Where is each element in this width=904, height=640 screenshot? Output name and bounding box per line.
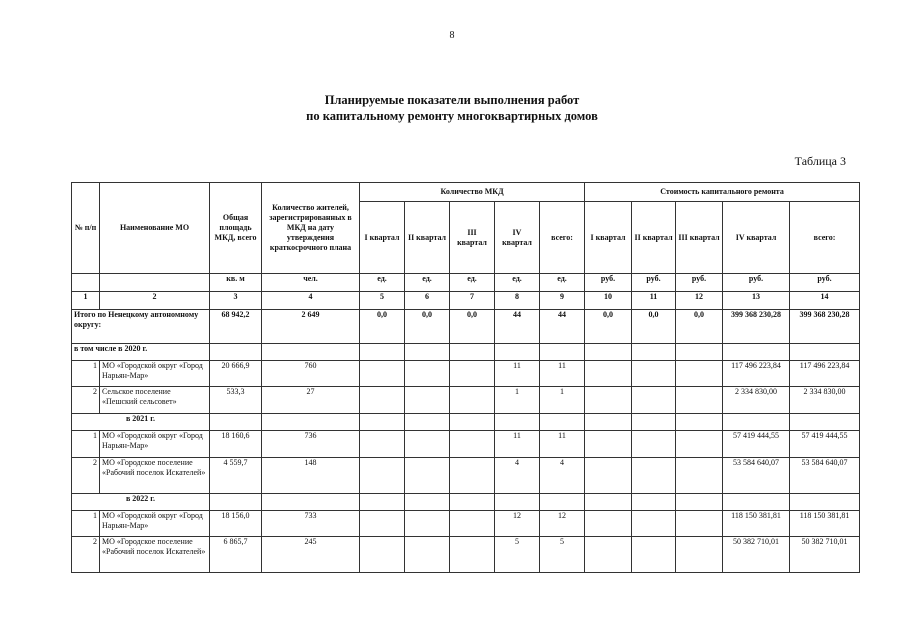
year-row <box>72 494 860 511</box>
cost-q4-cell: 50 382 710,01 <box>723 537 790 573</box>
col-number: 8 <box>495 292 540 310</box>
mkd-total-cell: 11 <box>540 431 585 458</box>
header-cost-q1: I квартал <box>585 202 632 274</box>
header-mkd-q2: II квартал <box>405 202 450 274</box>
residents-cell: 736 <box>262 431 360 458</box>
mkd-q4-cell: 12 <box>495 511 540 537</box>
area-cell: 20 666,9 <box>210 361 262 387</box>
mkd-total-cell: 1 <box>540 387 585 414</box>
row-number: 2 <box>72 458 100 494</box>
cost-total-cell: 2 334 830,00 <box>790 387 860 414</box>
row-number: 1 <box>72 431 100 458</box>
total-count: 44 <box>540 310 585 344</box>
empty-cell <box>450 494 495 511</box>
table-row <box>72 511 860 537</box>
cost-total-cell: 118 150 381,81 <box>790 511 860 537</box>
col-number: 6 <box>405 292 450 310</box>
mkd-q4-cell: 1 <box>495 387 540 414</box>
area-cell: 6 865,7 <box>210 537 262 573</box>
mkd-total-cell: 4 <box>540 458 585 494</box>
area-cell: 18 160,6 <box>210 431 262 458</box>
table-row <box>72 361 860 387</box>
cost-q1-cell <box>585 458 632 494</box>
mkd-q2-cell <box>405 458 450 494</box>
empty-cell <box>676 344 723 361</box>
total-q3: 0,0 <box>450 310 495 344</box>
work-plan-table <box>71 182 860 573</box>
empty-cell <box>676 414 723 431</box>
residents-cell: 245 <box>262 537 360 573</box>
empty-cell <box>723 494 790 511</box>
header-name: Наименование МО <box>100 183 210 274</box>
empty-cell <box>585 344 632 361</box>
unit-cell <box>100 274 210 292</box>
column-numbers-row <box>72 292 860 310</box>
col-number: 5 <box>360 292 405 310</box>
year-row <box>72 344 860 361</box>
table-row <box>72 458 860 494</box>
cost-q4-cell: 53 584 640,07 <box>723 458 790 494</box>
cost-q2-cell <box>632 431 676 458</box>
empty-cell <box>540 414 585 431</box>
unit-cell <box>72 274 100 292</box>
col-number: 11 <box>632 292 676 310</box>
cost-q3-cell <box>676 458 723 494</box>
total-q1: 0,0 <box>360 310 405 344</box>
empty-cell <box>360 344 405 361</box>
residents-cell: 27 <box>262 387 360 414</box>
row-number: 1 <box>72 361 100 387</box>
cost-q3-cell <box>676 537 723 573</box>
cost-q1-cell <box>585 537 632 573</box>
cost-q1-cell <box>585 511 632 537</box>
col-number: 10 <box>585 292 632 310</box>
header-cost-total: всего: <box>790 202 860 274</box>
empty-cell <box>790 414 860 431</box>
cost-q2-cell <box>632 537 676 573</box>
empty-cell <box>585 414 632 431</box>
year-row <box>72 414 860 431</box>
mkd-q4-cell: 11 <box>495 431 540 458</box>
unit-cell: руб. <box>790 274 860 292</box>
mkd-q1-cell <box>360 387 405 414</box>
empty-cell <box>495 494 540 511</box>
col-number: 3 <box>210 292 262 310</box>
mkd-q4-cell: 4 <box>495 458 540 494</box>
total-label: Итого по Ненецкому автономному округу: <box>72 310 210 344</box>
mkd-q3-cell <box>450 511 495 537</box>
empty-cell <box>360 414 405 431</box>
header-num: № п/п <box>72 183 100 274</box>
header-cost-q2: II квартал <box>632 202 676 274</box>
unit-cell: чел. <box>262 274 360 292</box>
empty-cell <box>790 494 860 511</box>
cost-total-cell: 57 419 444,55 <box>790 431 860 458</box>
mkd-q3-cell <box>450 537 495 573</box>
mkd-q2-cell <box>405 387 450 414</box>
empty-cell <box>540 494 585 511</box>
empty-cell <box>450 414 495 431</box>
mkd-q3-cell <box>450 387 495 414</box>
empty-cell <box>632 494 676 511</box>
cost-q3-cell <box>676 511 723 537</box>
municipality-name: МО «Городской округ «Город Нарьян-Мар» <box>100 361 210 387</box>
col-number: 14 <box>790 292 860 310</box>
mkd-q3-cell <box>450 431 495 458</box>
cost-q4-cell: 2 334 830,00 <box>723 387 790 414</box>
header-mkd-q3: III квартал <box>450 202 495 274</box>
empty-cell <box>790 344 860 361</box>
table-row <box>72 387 860 414</box>
empty-cell <box>540 344 585 361</box>
empty-cell <box>723 414 790 431</box>
title-line-2: по капитальному ремонту многоквартирных домов <box>306 109 598 123</box>
unit-cell: руб. <box>585 274 632 292</box>
cost-q4-cell: 118 150 381,81 <box>723 511 790 537</box>
municipality-name: МО «Городской округ «Город Нарьян-Мар» <box>100 431 210 458</box>
unit-cell: ед. <box>495 274 540 292</box>
col-number: 9 <box>540 292 585 310</box>
cost-q1-cell <box>585 431 632 458</box>
cost-total-cell: 53 584 640,07 <box>790 458 860 494</box>
unit-cell: руб. <box>723 274 790 292</box>
total-q4: 44 <box>495 310 540 344</box>
municipality-name: МО «Городское поселение «Рабочий поселок Искателей» <box>100 458 210 494</box>
empty-cell <box>405 494 450 511</box>
page-number: 8 <box>449 30 455 41</box>
units-row <box>72 274 860 292</box>
mkd-q1-cell <box>360 431 405 458</box>
cost-q1-cell <box>585 387 632 414</box>
municipality-name: Сельское поселение «Пешский сельсовет» <box>100 387 210 414</box>
year-label: в 2022 г. <box>72 494 210 511</box>
empty-cell <box>262 414 360 431</box>
unit-cell: ед. <box>360 274 405 292</box>
total-cost-q4: 399 368 230,28 <box>723 310 790 344</box>
empty-cell <box>495 414 540 431</box>
cost-total-cell: 117 496 223,84 <box>790 361 860 387</box>
unit-cell: ед. <box>540 274 585 292</box>
mkd-q3-cell <box>450 458 495 494</box>
total-residents: 2 649 <box>262 310 360 344</box>
residents-cell: 148 <box>262 458 360 494</box>
mkd-q4-cell: 11 <box>495 361 540 387</box>
mkd-total-cell: 5 <box>540 537 585 573</box>
col-number: 13 <box>723 292 790 310</box>
municipality-name: МО «Городской округ «Город Нарьян-Мар» <box>100 511 210 537</box>
cost-q4-cell: 57 419 444,55 <box>723 431 790 458</box>
table-row <box>72 537 860 573</box>
empty-cell <box>262 344 360 361</box>
unit-cell: руб. <box>632 274 676 292</box>
total-cost-q3: 0,0 <box>676 310 723 344</box>
cost-q4-cell: 117 496 223,84 <box>723 361 790 387</box>
table-row <box>72 431 860 458</box>
mkd-q1-cell <box>360 511 405 537</box>
residents-cell: 733 <box>262 511 360 537</box>
mkd-q2-cell <box>405 537 450 573</box>
header-mkd-count: Количество МКД <box>360 183 585 202</box>
empty-cell <box>405 414 450 431</box>
empty-cell <box>360 494 405 511</box>
col-number: 7 <box>450 292 495 310</box>
area-cell: 533,3 <box>210 387 262 414</box>
total-cost-sum: 399 368 230,28 <box>790 310 860 344</box>
empty-cell <box>495 344 540 361</box>
residents-cell: 760 <box>262 361 360 387</box>
header-area: Общая площадь МКД, всего <box>210 183 262 274</box>
mkd-q2-cell <box>405 361 450 387</box>
cost-q2-cell <box>632 361 676 387</box>
empty-cell <box>210 414 262 431</box>
col-number: 1 <box>72 292 100 310</box>
unit-cell: ед. <box>405 274 450 292</box>
year-label: в 2021 г. <box>72 414 210 431</box>
mkd-q2-cell <box>405 511 450 537</box>
header-cost-q4: IV квартал <box>723 202 790 274</box>
col-number: 2 <box>100 292 210 310</box>
unit-cell: ед. <box>450 274 495 292</box>
total-q2: 0,0 <box>405 310 450 344</box>
row-number: 2 <box>72 387 100 414</box>
mkd-q1-cell <box>360 537 405 573</box>
total-cost-q1: 0,0 <box>585 310 632 344</box>
year-label: в том числе в 2020 г. <box>72 344 210 361</box>
empty-cell <box>632 414 676 431</box>
col-number: 12 <box>676 292 723 310</box>
mkd-q4-cell: 5 <box>495 537 540 573</box>
empty-cell <box>676 494 723 511</box>
mkd-q2-cell <box>405 431 450 458</box>
empty-cell <box>210 494 262 511</box>
header-mkd-total: всего: <box>540 202 585 274</box>
total-cost-q2: 0,0 <box>632 310 676 344</box>
empty-cell <box>262 494 360 511</box>
empty-cell <box>632 344 676 361</box>
mkd-total-cell: 11 <box>540 361 585 387</box>
title-line-1: Планируемые показатели выполнения работ <box>324 93 580 107</box>
empty-cell <box>723 344 790 361</box>
cost-q3-cell <box>676 387 723 414</box>
area-cell: 18 156,0 <box>210 511 262 537</box>
empty-cell <box>405 344 450 361</box>
document-title <box>0 92 904 124</box>
cost-q2-cell <box>632 458 676 494</box>
mkd-q1-cell <box>360 458 405 494</box>
total-row <box>72 310 860 344</box>
unit-cell: руб. <box>676 274 723 292</box>
empty-cell <box>210 344 262 361</box>
header-cost: Стоимость капитального ремонта <box>585 183 860 202</box>
cost-q2-cell <box>632 511 676 537</box>
row-number: 1 <box>72 511 100 537</box>
col-number: 4 <box>262 292 360 310</box>
row-number: 2 <box>72 537 100 573</box>
total-area: 68 942,2 <box>210 310 262 344</box>
cost-q1-cell <box>585 361 632 387</box>
header-cost-q3: III квартал <box>676 202 723 274</box>
empty-cell <box>585 494 632 511</box>
mkd-total-cell: 12 <box>540 511 585 537</box>
table-label: Таблица 3 <box>794 154 846 168</box>
header-residents: Количество жителей, зарегистрированных в МКД на дату утверждения краткосрочного плана <box>262 183 360 274</box>
cost-q3-cell <box>676 361 723 387</box>
header-mkd-q4: IV квартал <box>495 202 540 274</box>
cost-q3-cell <box>676 431 723 458</box>
cost-total-cell: 50 382 710,01 <box>790 537 860 573</box>
empty-cell <box>450 344 495 361</box>
header-mkd-q1: I квартал <box>360 202 405 274</box>
mkd-q1-cell <box>360 361 405 387</box>
area-cell: 4 559,7 <box>210 458 262 494</box>
unit-cell: кв. м <box>210 274 262 292</box>
mkd-q3-cell <box>450 361 495 387</box>
cost-q2-cell <box>632 387 676 414</box>
municipality-name: МО «Городское поселение «Рабочий поселок Искателей» <box>100 537 210 573</box>
